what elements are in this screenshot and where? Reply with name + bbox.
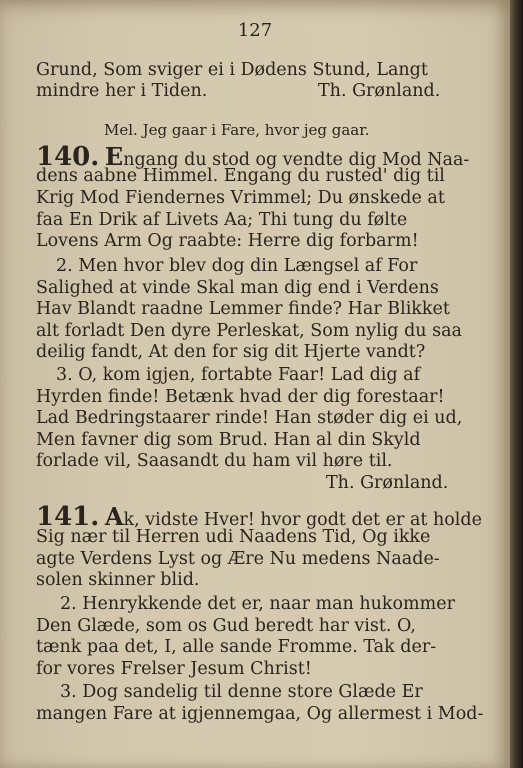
text-line: dens aabne Himmel. Engang du rusted' dig til (36, 166, 445, 186)
text-line: mangen Fare at igjennemgaa, Og allermest i Mod- (36, 704, 484, 724)
text-line: Lad Bedringstaarer rinde! Han støder dig ei ud, (36, 408, 463, 428)
text-line: k, vidste Hver! hvor godt det er at holde (123, 510, 482, 530)
text-line: deilig fandt, At den for sig dit Hjerte vandt? (36, 342, 426, 362)
verse-line: 3. O, kom igjen, fortabte Faar! Lad dig af (56, 365, 421, 385)
initial-letter: E (104, 142, 124, 171)
melody-note: Mel. Jeg gaar i Fare, hvor jeg gaar. (104, 121, 370, 139)
text-line: faa En Drik af Livets Aa; Thi tung du følte (36, 210, 408, 230)
text-line: Hyrden finde! Betænk hvad der dig forestaar! (36, 387, 445, 407)
text-line: Men favner dig som Brud. Han al din Skyld (36, 430, 421, 450)
author-credit: Th. Grønland. (318, 81, 441, 101)
text-line: Salighed at vinde Skal man dig end i Verdens (36, 278, 439, 298)
text-line: mindre her i Tiden. (36, 81, 208, 101)
hymn-number: 141. (36, 502, 100, 532)
text-line: Lovens Arm Og raabte: Herre dig forbarm! (36, 231, 419, 251)
text-line: Grund, Som sviger ei i Dødens Stund, Langt (36, 60, 428, 80)
text-line: Krig Mod Fiendernes Vrimmel; Du ønskede at (36, 188, 445, 208)
initial-letter: A (104, 502, 124, 531)
verse-line: 2. Henrykkende det er, naar man hukommer (60, 594, 455, 614)
text-line: Den Glæde, som os Gud beredt har vist. O, (36, 616, 416, 636)
verse-line: 2. Men hvor blev dog din Længsel af For (56, 256, 418, 276)
hymn-number: 140. (36, 142, 100, 172)
text-line: for vores Frelser Jesum Christ! (36, 659, 312, 679)
text-line: Hav Blandt raadne Lemmer finde? Har Blikket (36, 299, 450, 319)
page-number: 127 (237, 20, 273, 41)
text-line: solen skinner blid. (36, 570, 200, 590)
text-line: alt forladt Den dyre Perleskat, Som nylig du saa (36, 321, 462, 341)
text-line: forlade vil, Saasandt du ham vil høre til. (36, 451, 393, 471)
text-line: Sig nær til Herren udi Naadens Tid, Og ikke (36, 527, 431, 547)
author-credit: Th. Grønland. (326, 473, 449, 493)
book-edge (510, 0, 523, 768)
text-line: agte Verdens Lyst og Ære Nu medens Naade- (36, 549, 440, 569)
text-line: tænk paa det, I, alle sande Fromme. Tak der- (36, 637, 437, 657)
text-line: ngang du stod og vendte dig Mod Naa- (123, 150, 470, 170)
verse-line: 3. Dog sandelig til denne store Glæde Er (60, 682, 423, 702)
